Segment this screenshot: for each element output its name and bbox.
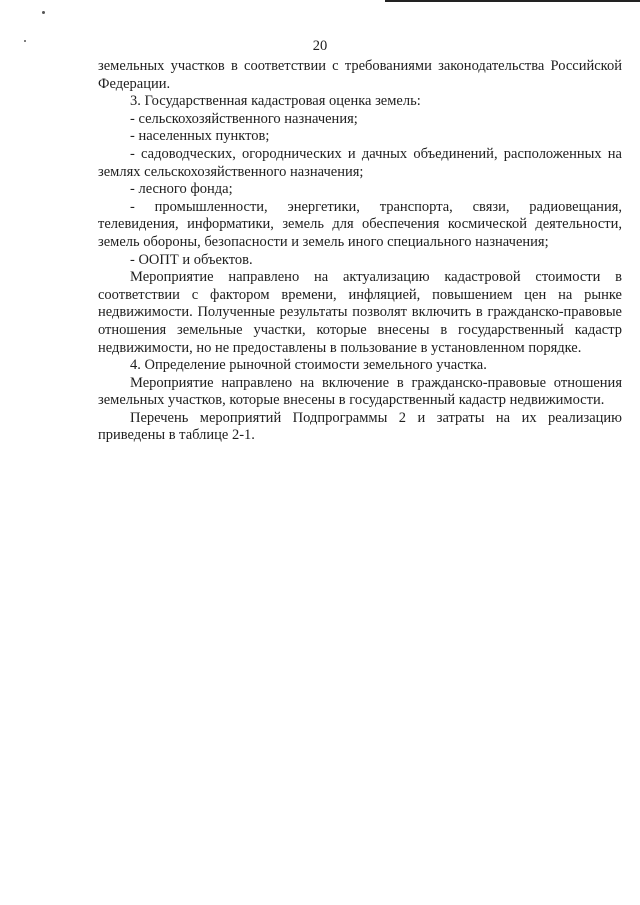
list-item: - сельскохозяйственного назначения; — [130, 110, 358, 127]
list-item: - ООПТ и объектов. — [130, 251, 253, 268]
scan-speck — [42, 11, 45, 14]
scan-edge-line — [385, 0, 640, 2]
list-item: - промышленности, энергетики, транспорта, связи, радиовещания, телевидения, информатики, земель для обеспечения космической деятельности, земель обороны, безопасности и земель иного специального назначения; — [98, 198, 622, 250]
list-item: - лесного фонда; — [130, 181, 233, 198]
paragraph-measure-4-description: Мероприятие направлено на включение в гражданско-правовые отношения земельных участков, которые внесены в государственный кадастр недвижимости. — [98, 374, 622, 409]
paragraph-measure-3-description: Мероприятие направлено на актуализацию кадастровой стоимости в соответствии с фактором времени, инфляцией, повышением цен на рынке недвижимости. Полученные результаты позволят включить в гражданско-правовые отношения земельные участки, которые внесены в государственный кадастр недвижимости, но не предоставлены в пользование в установленном порядке. — [98, 269, 622, 356]
list-item: - населенных пунктов; — [130, 128, 270, 145]
document-body — [98, 58, 622, 445]
page-number: 20 — [312, 38, 328, 54]
paragraph-table-reference: Перечень мероприятий Подпрограммы 2 и затраты на их реализацию приведены в таблице 2-1. — [98, 409, 622, 444]
paragraph-item-4-heading: 4. Определение рыночной стоимости земельного участка. — [130, 357, 487, 374]
list-item: - садоводческих, огороднических и дачных объединений, расположенных на землях сельскохозяйственного назначения; — [98, 145, 622, 180]
paragraph-continuation: земельных участков в соответствии с требованиями законодательства Российской Федерации. — [98, 58, 622, 92]
paragraph-item-3-heading: 3. Государственная кадастровая оценка земель: — [130, 93, 421, 110]
